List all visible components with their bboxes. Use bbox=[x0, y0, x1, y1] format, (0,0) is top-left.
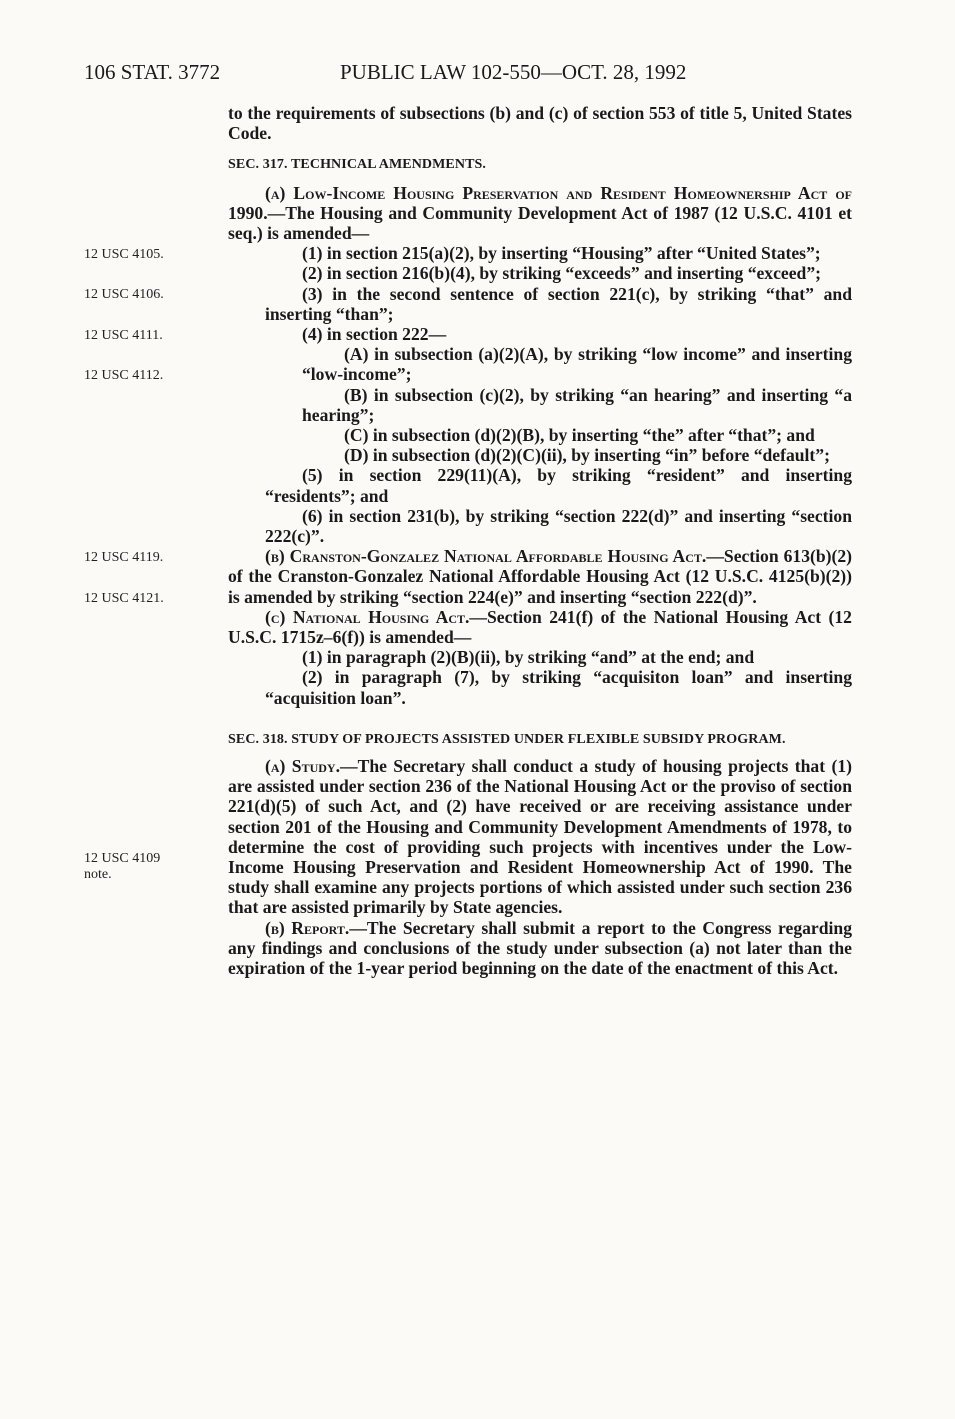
margin-note: 12 USC 4106. bbox=[84, 287, 164, 302]
subsection-a-text: —The Housing and Community Development Act of 1987 (12 U.S.C. 4101 et seq.) is amended— bbox=[228, 202, 852, 244]
paragraph-c2: (2) in paragraph (7), by striking “acquisiton loan” and inserting “acquisition loan”. bbox=[265, 667, 852, 708]
margin-note: 12 USC 4105. bbox=[84, 247, 164, 262]
section-317-heading: SEC. 317. TECHNICAL AMENDMENTS. bbox=[228, 157, 486, 173]
paragraph-a5: (5) in section 229(11)(A), by striking “resident” and inserting “residents”; and bbox=[265, 465, 852, 506]
study-text: —The Secretary shall conduct a study of housing projects that (1) are assisted under section 236 of the National Housing Act or the proviso of section 221(d)(5) of such Act, and (2) have received or are receiving assistance under section 201 of the Housing and Community Development Amendments of 1978, to determine the cost of providing such projects with incentives under the Low-Income Housing Preservation and Resident Homeownership Act of 1990. The study shall examine any projects portions of which assisted under such section 236 that are assisted primarily by State agencies. bbox=[228, 755, 853, 918]
margin-note: 12 USC 4111. bbox=[84, 328, 163, 343]
page-header bbox=[0, 60, 955, 90]
subparagraph-a4C: (C) in subsection (d)(2)(B), by inserting “the” after “that”; and bbox=[344, 425, 815, 446]
public-law-citation: PUBLIC LAW 102-550—OCT. 28, 1992 bbox=[340, 60, 687, 84]
paragraph-a2: (2) in section 216(b)(4), by striking “exceeds” and inserting “exceed”; bbox=[302, 263, 821, 284]
study-caption: (a) Study. bbox=[265, 755, 340, 776]
subsection-c bbox=[228, 607, 852, 647]
paragraph-a1: (1) in section 215(a)(2), by inserting “Housing” after “United States”; bbox=[302, 243, 821, 264]
report-caption: (b) Report. bbox=[265, 917, 350, 938]
subparagraph-a4D: (D) in subsection (d)(2)(C)(ii), by inserting “in” before “default”; bbox=[344, 445, 830, 466]
margin-note: 12 USC 4109 bbox=[84, 851, 161, 866]
subsection-b-text: —Section 613(b)(2) of the Cranston-Gonzalez National Affordable Housing Act (12 U.S.C. 4125(b)(2)) is amended by striking “section 224(e)” and inserting “section 222(d)”. bbox=[228, 546, 853, 607]
margin-note: 12 USC 4112. bbox=[84, 368, 164, 383]
subsection-b bbox=[228, 546, 852, 607]
margin-note: note. bbox=[84, 867, 112, 882]
paragraph-a6: (6) in section 231(b), by striking “section 222(d)” and inserting “section 222(c)”. bbox=[265, 505, 852, 547]
subsection-c-caption: (c) National Housing Act. bbox=[265, 606, 470, 627]
study-subsection bbox=[228, 756, 852, 918]
subparagraph-a4B: (B) in subsection (c)(2), by striking “an hearing” and inserting “a hearing”; bbox=[302, 384, 852, 425]
section-318-heading: SEC. 318. STUDY OF PROJECTS ASSISTED UNDER FLEXIBLE SUBSIDY PROGRAM. bbox=[228, 731, 786, 747]
document-body bbox=[228, 103, 852, 978]
margin-note: 12 USC 4119. bbox=[84, 550, 164, 565]
subsection-a-caption: (a) Low-Income Housing Preservation and Resident Homeownership Act of 1990. bbox=[228, 182, 852, 223]
margin-note: 12 USC 4121. bbox=[84, 591, 164, 606]
subsection-c-text: —Section 241(f) of the National Housing Act (12 U.S.C. 1715z–6(f)) is amended— bbox=[228, 606, 852, 648]
paragraph-c1: (1) in paragraph (2)(B)(ii), by striking “and” at the end; and bbox=[302, 647, 755, 668]
paragraph-a4: (4) in section 222— bbox=[302, 324, 447, 345]
subparagraph-a4A: (A) in subsection (a)(2)(A), by striking “low income” and inserting “low-income”; bbox=[302, 344, 852, 385]
subsection-b-caption: (b) Cranston-Gonzalez National Affordable Housing Act. bbox=[265, 546, 707, 567]
continuation-paragraph: to the requirements of subsections (b) and (c) of section 553 of title 5, United States Code. bbox=[228, 103, 852, 144]
report-text: —The Secretary shall submit a report to the Congress regarding any findings and conclusions of the study under subsection (a) not later than the expiration of the 1-year period beginning on the date of the enactment of this Act. bbox=[228, 917, 852, 978]
paragraph-a3: (3) in the second sentence of section 221(c), by striking “that” and inserting “than”; bbox=[265, 283, 852, 324]
stat-page-number: 106 STAT. 3772 bbox=[84, 60, 221, 84]
report-subsection bbox=[228, 918, 852, 979]
subsection-a bbox=[228, 183, 852, 244]
